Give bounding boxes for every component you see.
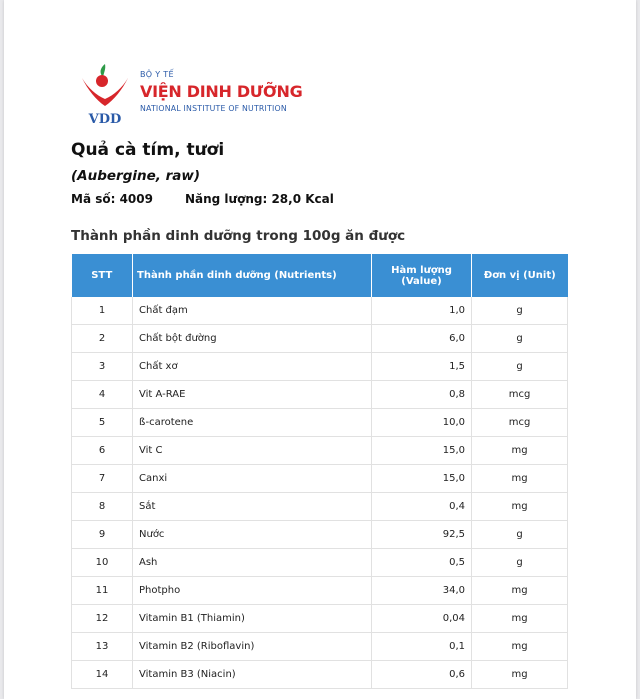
row-unit: g xyxy=(472,297,568,325)
row-nutrient: Sắt xyxy=(133,493,372,521)
row-stt: 8 xyxy=(72,493,133,521)
row-unit: mg xyxy=(472,605,568,633)
row-stt: 5 xyxy=(72,409,133,437)
row-nutrient: Photpho xyxy=(133,577,372,605)
table-row xyxy=(72,409,568,437)
food-name: Quả cà tím, tươi xyxy=(71,140,225,160)
row-nutrient: Nước xyxy=(133,521,372,549)
row-value: 0,04 xyxy=(372,605,472,633)
row-nutrient: Vitamin B2 (Riboflavin) xyxy=(133,633,372,661)
table-row xyxy=(72,549,568,577)
row-unit: mg xyxy=(472,577,568,605)
row-unit: g xyxy=(472,549,568,577)
header-value xyxy=(372,254,472,297)
table-row xyxy=(72,605,568,633)
document-page xyxy=(4,0,636,699)
row-value: 1,0 xyxy=(372,297,472,325)
food-code: Mã số: 4009 xyxy=(71,192,153,206)
svg-text:VDD: VDD xyxy=(88,112,122,126)
header-nutrient: Thành phần dinh dưỡng (Nutrients) xyxy=(133,254,372,297)
food-meta xyxy=(71,192,334,206)
row-nutrient: Canxi xyxy=(133,465,372,493)
row-value: 0,8 xyxy=(372,381,472,409)
row-stt: 6 xyxy=(72,437,133,465)
row-nutrient: Vit C xyxy=(133,437,372,465)
table-row xyxy=(72,325,568,353)
row-stt: 11 xyxy=(72,577,133,605)
header-unit: Đơn vị (Unit) xyxy=(472,254,568,297)
row-value: 34,0 xyxy=(372,577,472,605)
row-nutrient: ß-carotene xyxy=(133,409,372,437)
institute-logo xyxy=(78,62,318,126)
row-unit: mg xyxy=(472,465,568,493)
row-stt: 4 xyxy=(72,381,133,409)
nutrition-table xyxy=(71,254,568,689)
row-unit: mg xyxy=(472,633,568,661)
row-value: 0,6 xyxy=(372,661,472,689)
row-stt: 3 xyxy=(72,353,133,381)
row-nutrient: Vit A-RAE xyxy=(133,381,372,409)
row-unit: mg xyxy=(472,493,568,521)
row-value: 1,5 xyxy=(372,353,472,381)
table-row xyxy=(72,493,568,521)
food-energy: Năng lượng: 28,0 Kcal xyxy=(184,192,334,206)
table-row xyxy=(72,577,568,605)
table-row xyxy=(72,661,568,689)
row-nutrient: Chất xơ xyxy=(133,353,372,381)
row-nutrient: Ash xyxy=(133,549,372,577)
header-stt: STT xyxy=(72,254,133,297)
row-unit: mcg xyxy=(472,409,568,437)
table-row xyxy=(72,381,568,409)
section-title: Thành phần dinh dưỡng trong 100g ăn được xyxy=(71,228,406,244)
institute-name-vn: VIỆN DINH DƯỠNG xyxy=(140,82,303,101)
row-stt: 9 xyxy=(72,521,133,549)
row-value: 10,0 xyxy=(372,409,472,437)
row-unit: mg xyxy=(472,661,568,689)
row-value: 6,0 xyxy=(372,325,472,353)
row-unit: mcg xyxy=(472,381,568,409)
row-stt: 13 xyxy=(72,633,133,661)
table-row xyxy=(72,521,568,549)
row-value: 92,5 xyxy=(372,521,472,549)
row-value: 0,5 xyxy=(372,549,472,577)
row-stt: 12 xyxy=(72,605,133,633)
row-value: 0,1 xyxy=(372,633,472,661)
header-value-line1: Hàm lượng xyxy=(391,264,452,276)
table-row xyxy=(72,633,568,661)
row-value: 0,4 xyxy=(372,493,472,521)
row-stt: 1 xyxy=(72,297,133,325)
table-header-row xyxy=(72,254,568,297)
row-nutrient: Vitamin B3 (Niacin) xyxy=(133,661,372,689)
food-name-english: (Aubergine, raw) xyxy=(71,168,201,184)
row-stt: 7 xyxy=(72,465,133,493)
vdd-logo-icon xyxy=(78,62,132,126)
row-stt: 10 xyxy=(72,549,133,577)
header-value-line2: (Value) xyxy=(401,275,442,287)
table-row xyxy=(72,297,568,325)
row-value: 15,0 xyxy=(372,465,472,493)
row-stt: 14 xyxy=(72,661,133,689)
ministry-label: BỘ Y TẾ xyxy=(140,70,174,79)
institute-name-en: NATIONAL INSTITUTE OF NUTRITION xyxy=(140,104,287,113)
row-unit: g xyxy=(472,325,568,353)
row-unit: g xyxy=(472,521,568,549)
table-row xyxy=(72,353,568,381)
row-nutrient: Vitamin B1 (Thiamin) xyxy=(133,605,372,633)
row-value: 15,0 xyxy=(372,437,472,465)
row-unit: mg xyxy=(472,437,568,465)
row-nutrient: Chất bột đường xyxy=(133,325,372,353)
table-row xyxy=(72,465,568,493)
row-stt: 2 xyxy=(72,325,133,353)
row-unit: g xyxy=(472,353,568,381)
table-row xyxy=(72,437,568,465)
row-nutrient: Chất đạm xyxy=(133,297,372,325)
